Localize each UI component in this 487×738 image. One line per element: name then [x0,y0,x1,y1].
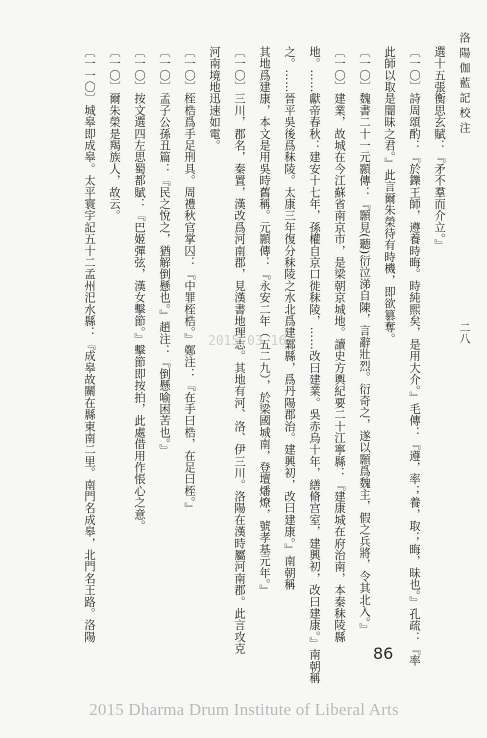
text-column: 其地爲建康，本文是用吳時舊稱。元顥傳：『永安二年（五二九），於梁國城南，登壇燔燎，號孝基元年。』 [258,46,271,597]
text-column: 〔一〇〕孟子公孫丑篇：『民之悅之，猶解倒懸也。』趙注：『倒懸喻困苦也。』 [158,46,171,456]
text-column: 〔一〇〕三川，郡名，秦置，漢改爲河南郡，見漢書地理志。其地有河、洛、伊三川。洛陽在漢時屬河南郡。此言攻克 [233,46,246,655]
text-column: 河南境地迅速如電。 [208,46,221,152]
text-column: 地。……獻帝春秋：建安十七年，孫權自京口徙秣陵，……改曰建業。吳赤烏十年，繕脩宫室，建興初，改曰建康。』南朝稱 [308,46,321,684]
stamp-number: 86 [373,644,394,663]
text-column: 〔一〇〕按文選四左思蜀都賦：『巴姬彈弦，漢女擊節。』擊節即按拍，此處借用作悵心之意。 [133,46,146,532]
text-column: 〔一〇〕爾朱榮是羯族人，故云。 [108,46,121,222]
text-column: 〔一一〇〕城皋即成皋。太平寰宇記五十二孟州汜水縣：『成皋故關在縣東南二里。南門名成皋，北門名王路。洛陽 [83,46,96,643]
text-column: 選十五張衡思玄賦：『矛不羣而介立。』 [433,46,446,251]
scan-date-mark: 2015.03.16 [208,334,287,349]
text-column: 〔一〇〕魏書二十一元顥傳：『顥見(聽)衍泣涕自陳，言辭壯烈。衍奇之，遂以顥爲魏主，假之兵將，令其北入。』 [358,46,371,635]
text-column: 之。……晉平吳後爲秣陵。太康三年復分秣陵之水北爲建鄴縣，爲丹陽郡治。建興初，改曰建康。』南朝稱 [283,46,296,591]
text-column: 此師以取是闇昧之君。』此言爾朱榮待有時機，即欲篡奪。 [383,46,396,345]
text-column: 〔一〇〕詩周頌酌：『於鑠王師，遵養時晦。時純熙矣，是用大介。』毛傳：『遵，率；養，取；晦，昧也。』孔疏：『率 [408,46,421,667]
page-number: 二八 [458,322,471,344]
text-column: 〔一〇〕建業，故城在今江蘇省南京市，是梁朝京城地。讀史方輿紀要二十江寧縣：『建康城在府治南，本秦秣陵縣 [333,46,346,643]
text-column: 〔一〇〕桎梏爲手足刑具。周禮秋官掌囚：『中罪桎梏。』鄭注：『在手曰梏，在足曰桎。』 [183,46,196,515]
watermark: 2015 Dharma Drum Institute of Liberal Arts [89,700,399,719]
running-title: 洛陽伽藍記校注 [458,32,471,137]
